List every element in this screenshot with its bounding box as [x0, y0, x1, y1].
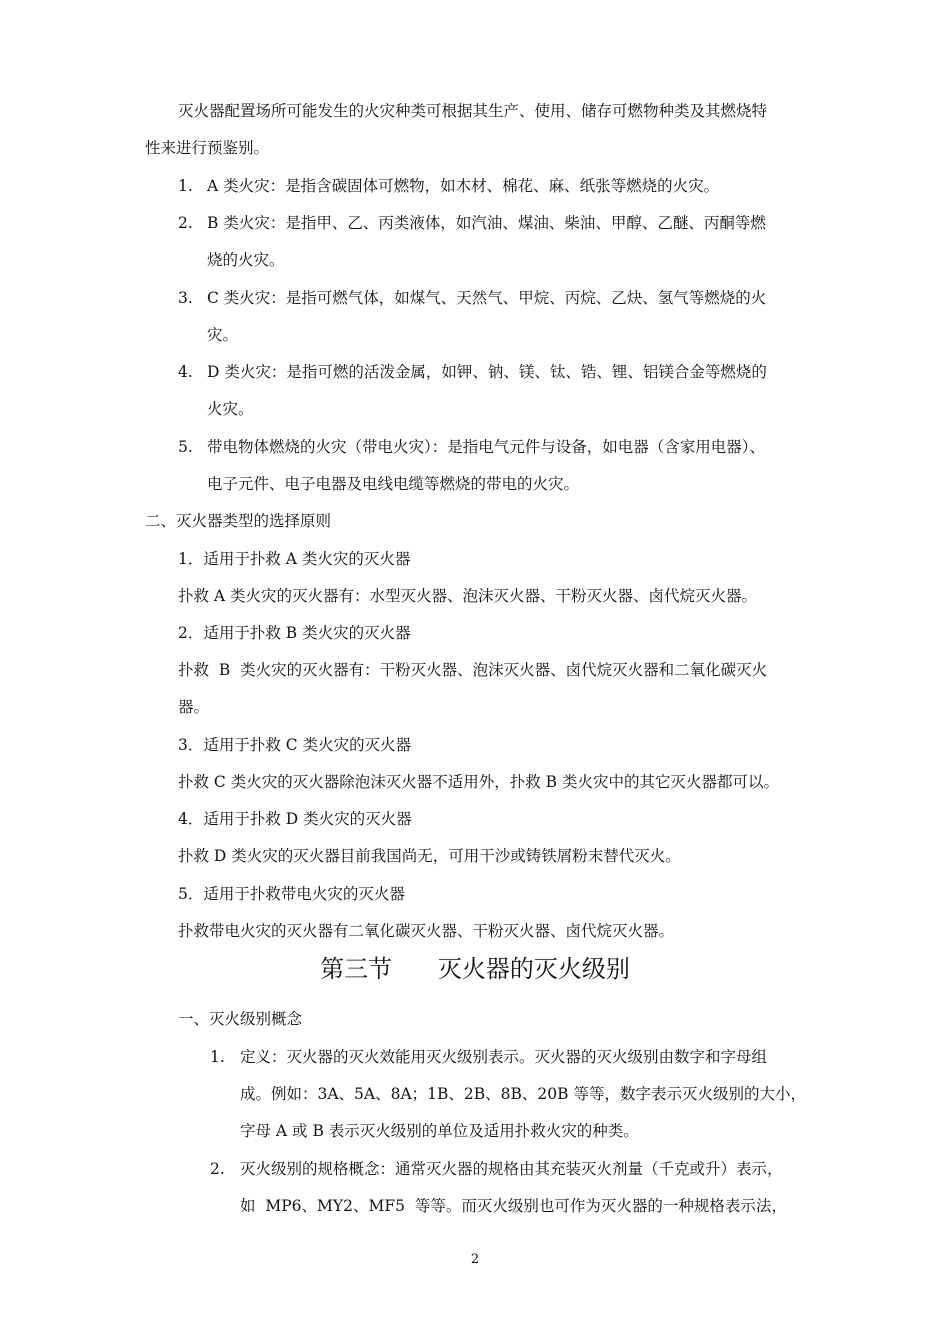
section3-item-2-line-1: 灭火级别的规格概念：通常灭火器的规格由其充装灭火剂量（千克或升）表示， [240, 1160, 783, 1178]
section3-title: 第三节 灭火器的灭火级别 [320, 955, 630, 983]
fire-class-4-line-2: 火灾。 [207, 400, 254, 418]
section2-item-1-body-1: 扑救 A 类火灾的灭火器有：水型灭火器、泡沫灭火器、干粉灭火器、卤代烷灭火器。 [178, 587, 758, 605]
section3-item-2-number: 2. [210, 1160, 225, 1178]
section3-item-1-line-1: 定义：灭火器的灭火效能用灭火级别表示。灭火器的灭火级别由数字和字母组 [240, 1048, 768, 1066]
section2-item-1-title: 1．适用于扑救 A 类火灾的灭火器 [178, 550, 411, 568]
section3-item-1-line-3: 字母 A 或 B 表示灭火级别的单位及适用扑救火灾的种类。 [240, 1122, 639, 1140]
section3-item-1-number: 1. [210, 1048, 225, 1066]
fire-class-4-line-1: D 类火灾：是指可燃的活泼金属，如钾、钠、镁、钛、锆、锂、铝镁合金等燃烧的 [207, 363, 767, 381]
section3-item-1-line-2: 成。例如：3A、5A、8A；1B、2B、8B、20B 等等，数字表示灭火级别的大小， [240, 1085, 806, 1103]
section2-item-2-body-2: 器。 [178, 698, 210, 716]
fire-class-4-number: 4. [178, 363, 193, 381]
fire-class-2-line-1: B 类火灾：是指甲、乙、丙类液体，如汽油、煤油、柴油、甲醇、乙醚、丙酮等燃 [207, 214, 766, 232]
section2-item-3-body-1: 扑救 C 类火灾的灭火器除泡沫灭火器不适用外，扑救 B 类火灾中的其它灭火器都可以。 [178, 773, 779, 791]
intro-line-1: 灭火器配置场所可能发生的火灾种类可根据其生产、使用、储存可燃物种类及其燃烧特 [178, 102, 768, 120]
fire-class-3-line-1: C 类火灾：是指可燃气体，如煤气、天然气、甲烷、丙烷、乙炔、氢气等燃烧的火 [207, 289, 767, 307]
section2-item-2-body-1: 扑救 B 类火灾的灭火器有：干粉灭火器、泡沫灭火器、卤代烷灭火器和二氧化碳灭火 [178, 661, 768, 679]
section2-item-3-title: 3．适用于扑救 C 类火灾的灭火器 [178, 736, 412, 754]
intro-line-2: 性来进行预鉴别。 [145, 139, 270, 157]
section2-item-5-body-1: 扑救带电火灾的灭火器有二氧化碳灭火器、干粉灭火器、卤代烷灭火器。 [178, 922, 675, 940]
section2-item-5-title: 5．适用于扑救带电火灾的灭火器 [178, 885, 405, 903]
fire-class-1-number: 1. [178, 177, 193, 195]
fire-class-5-line-2: 电子元件、电子电器及电线电缆等燃烧的带电的火灾。 [207, 475, 580, 493]
section2-item-4-title: 4．适用于扑救 D 类火灾的灭火器 [178, 810, 412, 828]
section2-heading: 二、灭火器类型的选择原则 [145, 512, 332, 530]
fire-class-2-line-2: 烧的火灾。 [207, 251, 285, 269]
fire-class-3-line-2: 灾。 [207, 326, 239, 344]
fire-class-1-line-1: A 类火灾：是指含碳固体可燃物，如木材、棉花、麻、纸张等燃烧的火灾。 [207, 177, 720, 195]
page-number: 2 [470, 1252, 480, 1267]
fire-class-3-number: 3. [178, 289, 193, 307]
fire-class-5-line-1: 带电物体燃烧的火灾（带电火灾）：是指电气元件与设备，如电器（含家用电器）、 [207, 438, 766, 456]
fire-class-2-number: 2. [178, 214, 193, 232]
section3-subheading: 一、灭火级别概念 [178, 1010, 303, 1028]
section2-item-4-body-1: 扑救 D 类火灾的灭火器目前我国尚无，可用干沙或铸铁屑粉末替代灭火。 [178, 847, 681, 865]
section3-item-2-line-2: 如 MP6、MY2、MF5 等等。而灭火级别也可作为灭火器的一种规格表示法， [240, 1197, 787, 1215]
fire-class-5-number: 5. [178, 438, 193, 456]
section2-item-2-title: 2．适用于扑救 B 类火灾的灭火器 [178, 624, 411, 642]
